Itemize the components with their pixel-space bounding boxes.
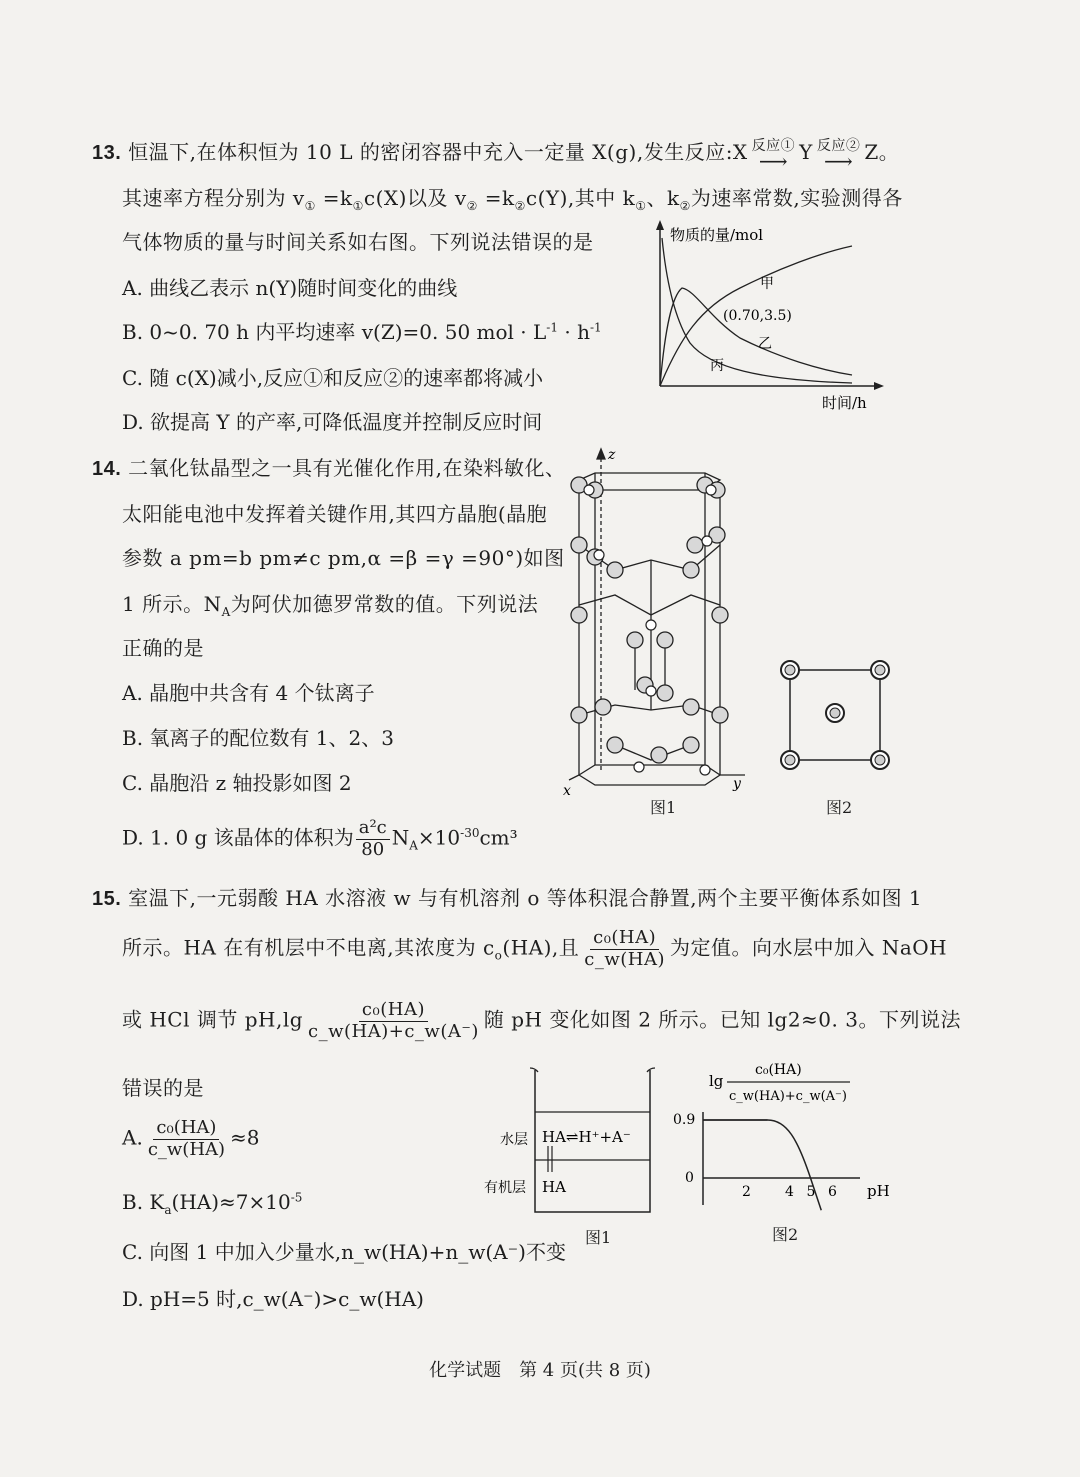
two-phase-beaker-figure1 (480, 1062, 660, 1222)
point-annotation: (0.70,3.5) (723, 308, 792, 324)
q14-stem-line4: 1 所示。$N_A$为阿伏加德罗常数的值。下列说法 (122, 592, 539, 619)
q13-option-b: B. 0~0. 70 h 内平均速率 v(Z)=0. 50 mol · $L^{-1} \cdot h^{-1}$ (122, 320, 602, 344)
series-yi-line (660, 288, 852, 386)
q14-number: 14. (92, 458, 122, 480)
chart2-curve (703, 1120, 821, 1210)
q13-stem-line3: 气体物质的量与时间关系如右图。下列说法错误的是 (122, 230, 594, 254)
q14-fig1-caption: 图1 (650, 798, 677, 817)
label-jia: 甲 (760, 276, 774, 292)
page-footer: 化学试题 第 4 页(共 8 页) (429, 1360, 651, 1381)
chart2-xtick-4: 4 (785, 1184, 794, 1200)
reaction2-arrow: 反应② ⟶ (816, 137, 861, 173)
lg-ratio-vs-ph-chart (665, 1050, 905, 1225)
water-layer-label: 水层 (500, 1132, 528, 1148)
q15-stem-line1: 15. 室温下,一元弱酸 HA 水溶液 w 与有机溶剂 o 等体积混合静置,两个主要平衡体系如图 1 (92, 886, 923, 910)
q13-stem-line2: 其速率方程分别为 $v_① =k_①c(X)$以及 $v_② =k_②c(Y)$,其中 $k_①$、$k_②$为速率常数,实验测得各 (122, 186, 903, 213)
organic-layer-label: 有机层 (484, 1180, 526, 1196)
q14-fig2-caption: 图2 (826, 798, 853, 817)
q13-z: Z。 (864, 140, 900, 164)
axis-y-label: y (733, 776, 741, 792)
q15-fig2-caption: 图2 (772, 1225, 799, 1244)
q13-option-c: C. 随 c(X)减小,反应①和反应②的速率都将减小 (122, 366, 544, 390)
crystal-projection-figure2 (775, 655, 895, 775)
q14-option-d: D. 1. 0 g 该晶体的体积为 $\frac{\text{a²c}}{80}$ $N_A\times 10^{-30}cm^3$ (122, 817, 518, 860)
label-bing: 丙 (710, 358, 724, 374)
axis-z-label: z (608, 447, 616, 463)
q15-number: 15. (92, 888, 122, 910)
q15-option-c: C. 向图 1 中加入少量水,n_w(HA)+n_w(A⁻)不变 (122, 1240, 566, 1264)
water-equilibrium: HA⇌H⁺+A⁻ (542, 1128, 631, 1146)
chart2-ytick-09: 0.9 (673, 1112, 696, 1128)
chart2-xtick-6: 6 (828, 1184, 837, 1200)
chart2-ylabel-den: c_w(HA)+c_w(A⁻) (729, 1089, 847, 1104)
q13-option-a: A. 曲线乙表示 n(Y)随时间变化的曲线 (122, 276, 458, 300)
q13-stem-line1 (92, 136, 900, 173)
q15-stem-line2: 所示。HA 在有机层中不电离,其浓度为 $c_o(HA)$,且 $\frac{\text{c₀(HA)}}{c\_w(HA)}$ 为定值。向水层中加入 NaOH (122, 927, 948, 970)
label-yi: 乙 (758, 336, 772, 352)
chart2-xlabel: pH (867, 1182, 890, 1200)
organic-ha: HA (542, 1178, 566, 1196)
chart2-ylabel-num: c₀(HA) (755, 1062, 802, 1078)
q15-option-b: B. $K_a(HA)\approx 7\times 10^{-5}$ (122, 1190, 303, 1217)
q14-stem-line3: 参数 a pm=b pm≠c pm,α =β =γ =90°)如图 (122, 546, 565, 570)
q13-number: 13. (92, 142, 122, 164)
q14-option-c: C. 晶胞沿 z 轴投影如图 2 (122, 771, 352, 795)
q14-stem-line5: 正确的是 (122, 636, 204, 660)
chart2-ytick-0: 0 (685, 1170, 694, 1186)
q14-option-b: B. 氧离子的配位数有 1、2、3 (122, 726, 394, 750)
q13-xlabel: 时间/h (822, 394, 867, 412)
q15-stem-line4: 错误的是 (122, 1076, 204, 1100)
crystal-cell-figure1 (555, 445, 765, 795)
chart2-xtick-5: 5 (806, 1184, 816, 1200)
q13-y-arrow (656, 220, 664, 230)
q13-stem1: 恒温下,在体积恒为 10 L 的密闭容器中充入一定量 X(g),发生反应:X (128, 140, 748, 164)
q13-option-d: D. 欲提高 Y 的产率,可降低温度并控制反应时间 (122, 410, 543, 434)
q14-stem-line1: 14. 二氧化钛晶型之一具有光催化作用,在染料敏化、 (92, 456, 566, 480)
q14-option-a: A. 晶胞中共含有 4 个钛离子 (122, 681, 375, 705)
q15-fig1-caption: 图1 (585, 1228, 612, 1247)
q13-amount-time-chart (640, 218, 900, 418)
axis-x-label: x (563, 783, 571, 795)
q13-x-arrow (874, 382, 884, 390)
q13-y: Y (799, 140, 813, 164)
chart2-ylabel-lg: lg (709, 1072, 724, 1090)
reaction1-arrow: 反应① ⟶ (751, 137, 796, 173)
q15-option-d: D. pH=5 时,c_w(A⁻)>c_w(HA) (122, 1287, 424, 1311)
q15-stem-line3: 或 HCl 调节 pH,lg $\frac{\text{c₀(HA)}}{c\_w(HA)+c\_w(A^-)}$ 随 pH 变化如图 2 所示。已知 lg2≈0. 3。下列说法 (122, 999, 961, 1042)
q15-option-a: A. $\frac{\text{c₀(HA)}}{c\_w(HA)}$ ≈8 (122, 1117, 260, 1160)
chart2-xtick-2: 2 (742, 1184, 751, 1200)
q13-ylabel: 物质的量/mol (670, 226, 764, 244)
q14-stem-line2: 太阳能电池中发挥着关键作用,其四方晶胞(晶胞 (122, 502, 548, 526)
